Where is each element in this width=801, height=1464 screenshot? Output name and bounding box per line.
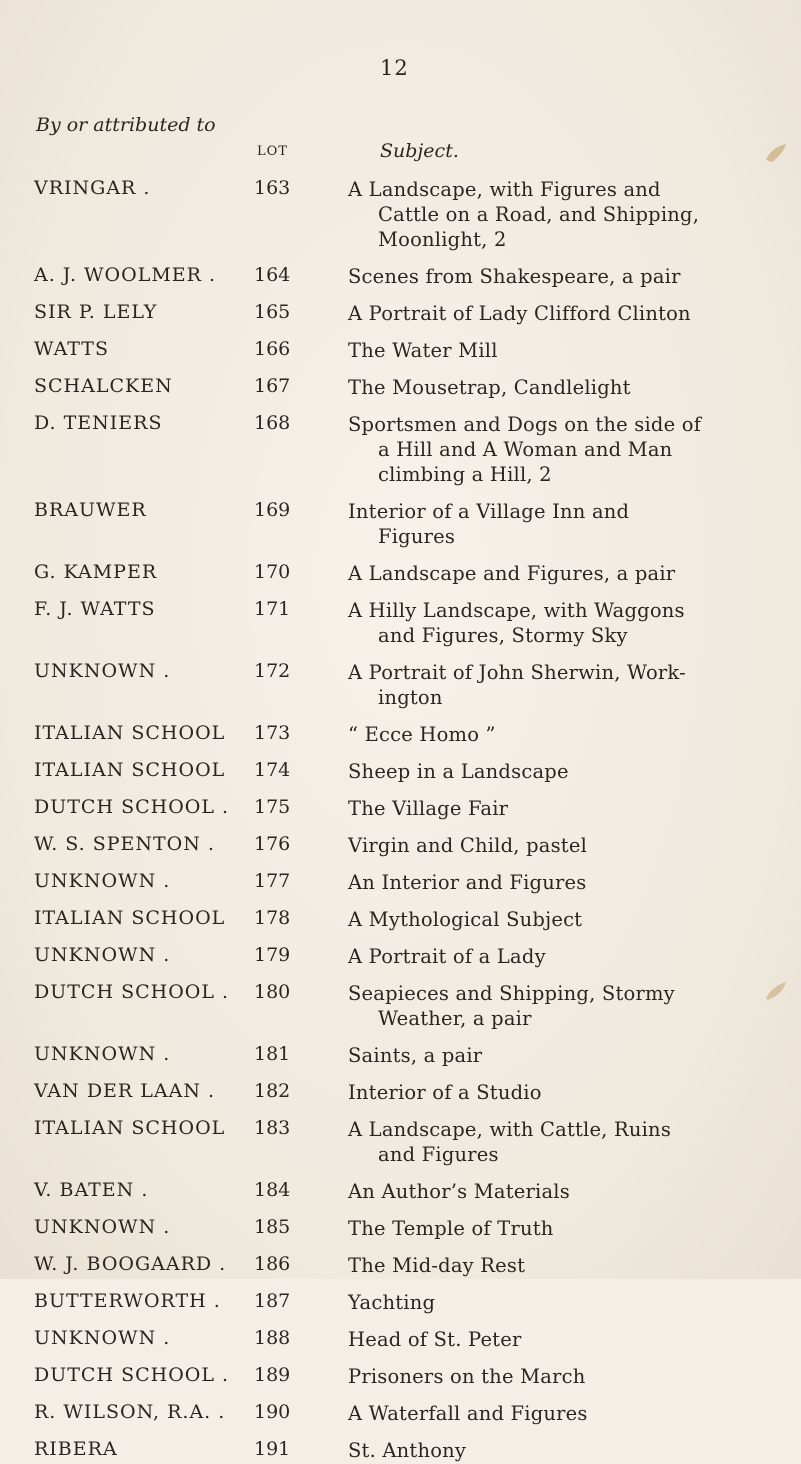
lot-row xyxy=(0,1438,801,1464)
artist-name: UNKNOWN . xyxy=(34,1043,171,1065)
artist-name: D. TENIERS xyxy=(34,412,163,434)
subject-line: Prisoners on the March xyxy=(348,1365,586,1388)
lot-subject xyxy=(348,1290,773,1315)
lot-row xyxy=(0,1327,801,1353)
lot-subject xyxy=(348,375,773,400)
artist-name: DUTCH SCHOOL . xyxy=(34,796,230,818)
paper-stain-mark xyxy=(760,976,790,1002)
artist-name: SIR P. LELY xyxy=(34,301,158,323)
lot-number: 188 xyxy=(254,1327,291,1349)
lot-subject xyxy=(348,944,773,969)
lot-row xyxy=(0,338,801,364)
subject-line: Virgin and Child, pastel xyxy=(348,834,587,857)
artist-name: WATTS xyxy=(34,338,109,360)
subject-line: A Waterfall and Figures xyxy=(348,1402,588,1425)
lot-number: 167 xyxy=(254,375,291,397)
artist-name: UNKNOWN . xyxy=(34,944,171,966)
subject-line: The Water Mill xyxy=(348,339,498,362)
lot-subject xyxy=(348,412,773,487)
artist-name: V. BATEN . xyxy=(34,1179,149,1201)
lot-row xyxy=(0,1364,801,1390)
subject-column-header: Subject. xyxy=(380,140,459,162)
lot-number: 176 xyxy=(254,833,291,855)
subject-line: and Figures, Stormy Sky xyxy=(378,624,628,647)
subject-line: An Interior and Figures xyxy=(348,871,587,894)
lot-subject xyxy=(348,722,773,747)
subject-line: and Figures xyxy=(378,1143,499,1166)
lot-row xyxy=(0,796,801,822)
artist-name: G. KAMPER xyxy=(34,561,158,583)
artist-name: DUTCH SCHOOL . xyxy=(34,981,230,1003)
artist-name: BRAUWER xyxy=(34,499,147,521)
lot-subject xyxy=(348,264,773,289)
artist-name: UNKNOWN . xyxy=(34,1216,171,1238)
lot-row xyxy=(0,1290,801,1316)
artist-name: ITALIAN SCHOOL xyxy=(34,722,226,744)
subject-line: The Mid-day Rest xyxy=(348,1254,526,1277)
subject-line: A Landscape, with Cattle, Ruins xyxy=(348,1118,672,1141)
lot-row xyxy=(0,944,801,970)
lot-row xyxy=(0,1179,801,1205)
lot-subject xyxy=(348,1253,773,1278)
subject-line: A Landscape and Figures, a pair xyxy=(348,562,676,585)
lot-subject xyxy=(348,833,773,858)
subject-line: ington xyxy=(378,686,443,709)
lot-number: 168 xyxy=(254,412,291,434)
artist-name: F. J. WATTS xyxy=(34,598,156,620)
lot-subject xyxy=(348,1117,773,1167)
lot-row xyxy=(0,1043,801,1069)
lot-number: 183 xyxy=(254,1117,291,1139)
lot-number: 184 xyxy=(254,1179,291,1201)
lot-number: 191 xyxy=(254,1438,291,1460)
lot-row xyxy=(0,870,801,896)
artist-name: DUTCH SCHOOL . xyxy=(34,1364,230,1386)
lot-row xyxy=(0,981,801,1030)
lot-subject xyxy=(348,660,773,710)
artist-name: W. S. SPENTON . xyxy=(34,833,215,855)
lot-subject xyxy=(348,499,773,549)
paper-stain-mark xyxy=(762,140,792,166)
lot-subject xyxy=(348,981,773,1031)
lot-row xyxy=(0,1117,801,1166)
lot-row xyxy=(0,1080,801,1106)
lot-number: 185 xyxy=(254,1216,291,1238)
lot-number: 163 xyxy=(254,177,291,199)
lot-number: 170 xyxy=(254,561,291,583)
lot-subject xyxy=(348,1327,773,1352)
lot-subject xyxy=(348,1438,773,1463)
lot-number: 179 xyxy=(254,944,291,966)
subject-line: A Hilly Landscape, with Waggons xyxy=(348,599,685,622)
lot-row xyxy=(0,301,801,327)
subject-line: Seapieces and Shipping, Stormy xyxy=(348,982,675,1005)
artist-name: ITALIAN SCHOOL xyxy=(34,759,226,781)
lot-number: 166 xyxy=(254,338,291,360)
lot-row xyxy=(0,1253,801,1279)
artist-name: RIBERA xyxy=(34,1438,118,1460)
lot-subject xyxy=(348,177,773,252)
lot-number: 187 xyxy=(254,1290,291,1312)
lot-row xyxy=(0,598,801,647)
lot-row xyxy=(0,499,801,548)
lot-column-header: LOT xyxy=(257,144,288,159)
lot-number: 164 xyxy=(254,264,291,286)
lot-row xyxy=(0,177,801,251)
subject-line: a Hill and A Woman and Man xyxy=(378,438,673,461)
artist-column-header: By or attributed to xyxy=(36,114,216,136)
lot-row xyxy=(0,264,801,290)
lot-row xyxy=(0,833,801,859)
lot-number: 182 xyxy=(254,1080,291,1102)
subject-line: A Portrait of a Lady xyxy=(348,945,546,968)
artist-name: VRINGAR . xyxy=(34,177,151,199)
lot-subject xyxy=(348,759,773,784)
lot-row xyxy=(0,375,801,401)
lot-row xyxy=(0,660,801,709)
lot-subject xyxy=(348,1043,773,1068)
artist-name: A. J. WOOLMER . xyxy=(34,264,217,286)
lot-number: 181 xyxy=(254,1043,291,1065)
artist-name: BUTTERWORTH . xyxy=(34,1290,221,1312)
lot-number: 190 xyxy=(254,1401,291,1423)
subject-line: The Mousetrap, Candlelight xyxy=(348,376,631,399)
lot-number: 172 xyxy=(254,660,291,682)
lot-number: 186 xyxy=(254,1253,291,1275)
subject-line: Weather, a pair xyxy=(378,1007,532,1030)
subject-line: An Author’s Materials xyxy=(348,1180,570,1203)
subject-line: Interior of a Village Inn and xyxy=(348,500,630,523)
subject-line: Sportsmen and Dogs on the side of xyxy=(348,413,702,436)
lot-subject xyxy=(348,598,773,648)
lot-number: 180 xyxy=(254,981,291,1003)
subject-line: The Temple of Truth xyxy=(348,1217,554,1240)
lot-number: 174 xyxy=(254,759,291,781)
subject-line: Yachting xyxy=(348,1291,436,1314)
lot-number: 177 xyxy=(254,870,291,892)
page-number: 12 xyxy=(380,56,409,80)
lot-row xyxy=(0,1216,801,1242)
artist-name: W. J. BOOGAARD . xyxy=(34,1253,227,1275)
lot-subject xyxy=(348,870,773,895)
lot-subject xyxy=(348,301,773,326)
subject-line: Interior of a Studio xyxy=(348,1081,542,1104)
subject-line: A Portrait of Lady Clifford Clinton xyxy=(348,302,691,325)
lot-number: 171 xyxy=(254,598,291,620)
lot-number: 173 xyxy=(254,722,291,744)
artist-name: VAN DER LAAN . xyxy=(34,1080,216,1102)
subject-line: The Village Fair xyxy=(348,797,509,820)
lot-number: 189 xyxy=(254,1364,291,1386)
subject-line: Cattle on a Road, and Shipping, xyxy=(378,203,700,226)
artist-name: UNKNOWN . xyxy=(34,870,171,892)
subject-line: climbing a Hill, 2 xyxy=(378,463,552,486)
subject-line: Saints, a pair xyxy=(348,1044,483,1067)
lot-subject xyxy=(348,338,773,363)
lot-subject xyxy=(348,1216,773,1241)
lot-number: 175 xyxy=(254,796,291,818)
lot-subject xyxy=(348,1401,773,1426)
lot-row xyxy=(0,1401,801,1427)
artist-name: R. WILSON, R.A. . xyxy=(34,1401,226,1423)
subject-line: Scenes from Shakespeare, a pair xyxy=(348,265,681,288)
subject-line: Head of St. Peter xyxy=(348,1328,522,1351)
lot-subject xyxy=(348,907,773,932)
subject-line: Figures xyxy=(378,525,456,548)
subject-line: “ Ecce Homo ” xyxy=(348,723,496,746)
artist-name: SCHALCKEN xyxy=(34,375,173,397)
subject-line: St. Anthony xyxy=(348,1439,467,1462)
lot-subject xyxy=(348,561,773,586)
lot-subject xyxy=(348,1364,773,1389)
lot-row xyxy=(0,759,801,785)
lot-subject xyxy=(348,1080,773,1105)
artist-name: ITALIAN SCHOOL xyxy=(34,1117,226,1139)
subject-line: A Mythological Subject xyxy=(348,908,583,931)
lot-subject xyxy=(348,1179,773,1204)
artist-name: UNKNOWN . xyxy=(34,1327,171,1349)
lot-row xyxy=(0,722,801,748)
subject-line: Sheep in a Landscape xyxy=(348,760,569,783)
subject-line: A Portrait of John Sherwin, Work- xyxy=(348,661,686,684)
artist-name: UNKNOWN . xyxy=(34,660,171,682)
lot-row xyxy=(0,412,801,486)
lot-number: 178 xyxy=(254,907,291,929)
subject-line: A Landscape, with Figures and xyxy=(348,178,661,201)
lot-number: 165 xyxy=(254,301,291,323)
lot-row xyxy=(0,907,801,933)
artist-name: ITALIAN SCHOOL xyxy=(34,907,226,929)
lot-row xyxy=(0,561,801,587)
lot-subject xyxy=(348,796,773,821)
subject-line: Moonlight, 2 xyxy=(378,228,507,251)
lot-number: 169 xyxy=(254,499,291,521)
